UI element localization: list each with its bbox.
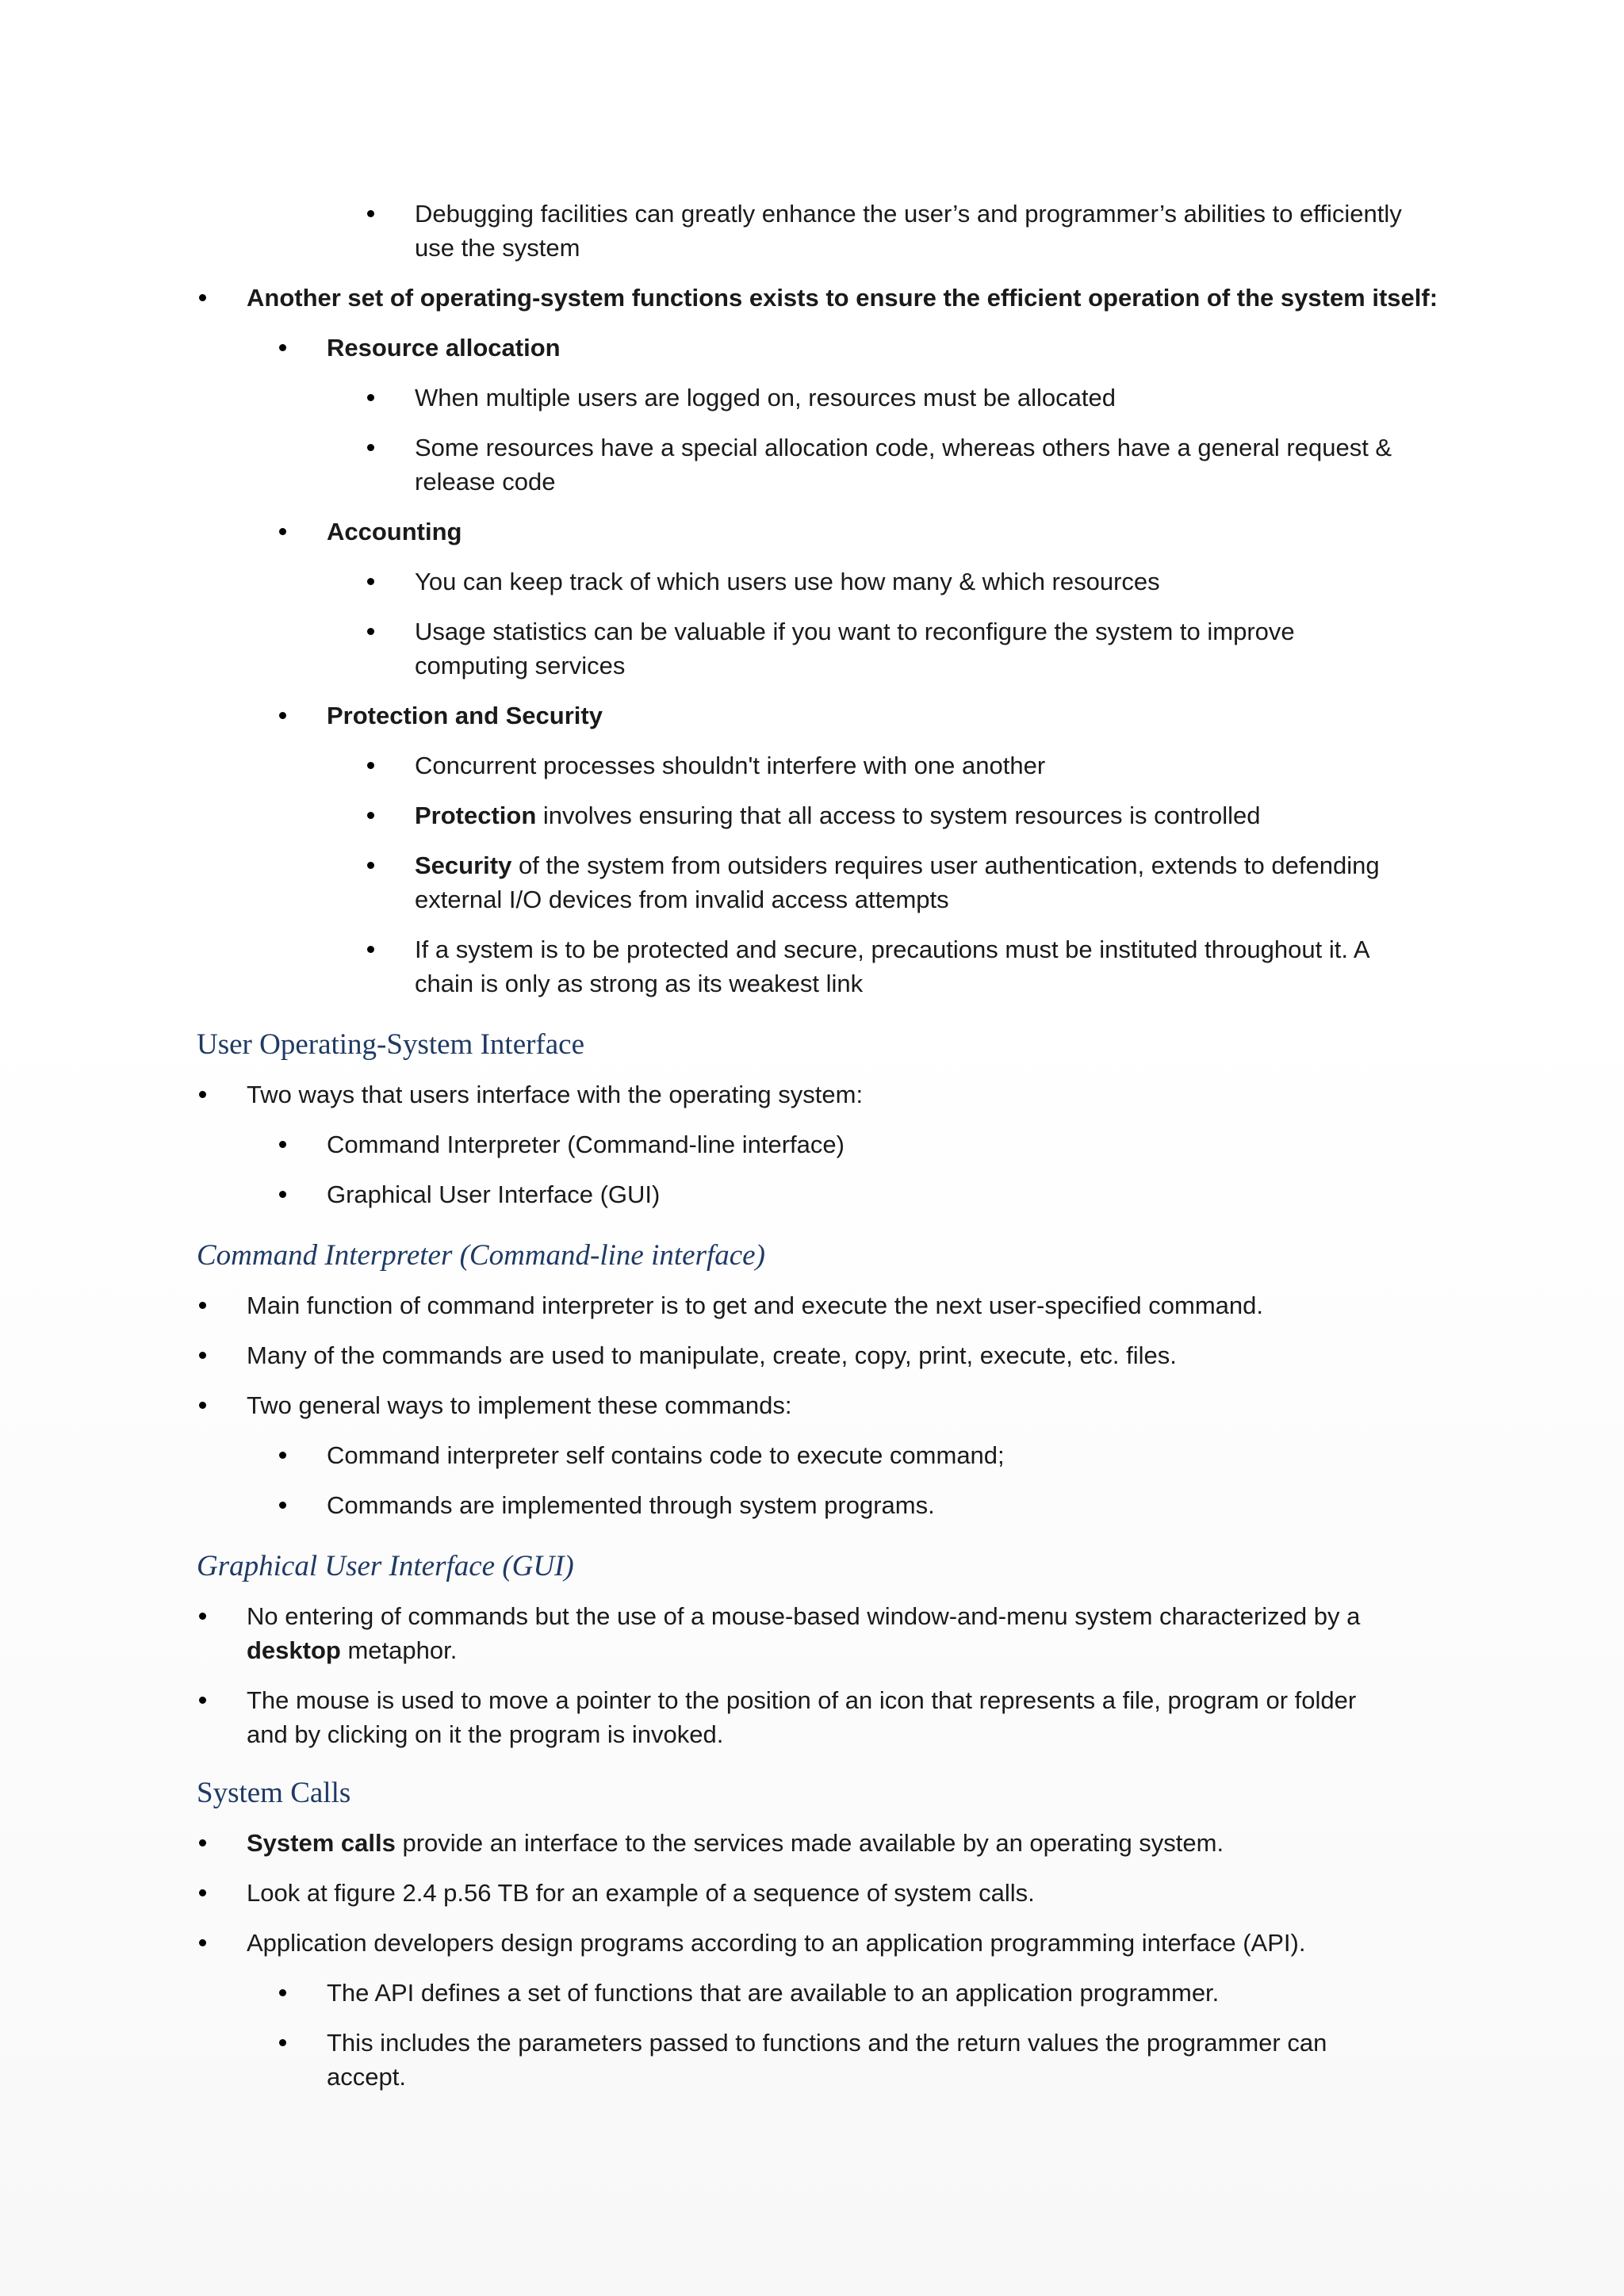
bullet	[199, 1302, 206, 1309]
list-item-text: Usage statistics can be valuable if you want to reconfigure the system to improve	[415, 618, 1295, 645]
subsection-heading: Graphical User Interface (GUI)	[197, 1550, 574, 1582]
bullet	[367, 812, 374, 819]
list-item-text: and by clicking on it the program is invoked.	[247, 1720, 724, 1748]
bullet	[199, 1939, 206, 1946]
bullet	[367, 628, 374, 635]
bullet	[367, 444, 374, 451]
subsection-heading: Command Interpreter (Command-line interface)	[197, 1239, 765, 1272]
bullet	[199, 1889, 206, 1896]
list-item-text-rest: involves ensuring that all access to system resources is controlled	[536, 802, 1261, 829]
list-item-text: The mouse is used to move a pointer to the position of an icon that represents a file, program or folder	[247, 1686, 1357, 1714]
list-item-text: When multiple users are logged on, resources must be allocated	[415, 384, 1116, 411]
list-item-text: Another set of operating-system functions exists to ensure the efficient operation of the system itself:	[247, 284, 1438, 312]
list-item-text	[247, 1634, 457, 1667]
list-item-text: Protection and Security	[327, 702, 603, 729]
list-item-text: release code	[415, 468, 556, 496]
list-item-text-rest: metaphor.	[340, 1636, 458, 1664]
list-item-text: Resource allocation	[327, 334, 561, 362]
bullet	[279, 2039, 286, 2046]
bullet	[199, 294, 206, 301]
list-item-text: Commands are implemented through system programs.	[327, 1491, 935, 1519]
list-item-text	[415, 799, 1260, 832]
list-item-text: Application developers design programs according to an application programming interface (API).	[247, 1929, 1306, 1957]
list-item-text	[247, 1827, 1224, 1860]
list-item-text: This includes the parameters passed to functions and the return values the programmer can	[327, 2029, 1327, 2057]
list-item-text	[415, 849, 1380, 882]
term-protection: Protection	[415, 802, 537, 829]
list-item-text: Main function of command interpreter is to get and execute the next user-specified command.	[247, 1292, 1264, 1319]
term-desktop: desktop	[247, 1636, 341, 1664]
list-item-text: You can keep track of which users use how many & which resources	[415, 568, 1160, 595]
bullet	[279, 1141, 286, 1148]
bullet	[367, 394, 374, 401]
bullet	[279, 1989, 286, 1996]
list-item-text: Two ways that users interface with the operating system:	[247, 1081, 864, 1108]
bullet	[279, 528, 286, 535]
list-item-text: computing services	[415, 652, 626, 679]
section-heading: System Calls	[197, 1777, 351, 1809]
list-item-text: If a system is to be protected and secure, precautions must be instituted throughout it. A	[415, 936, 1370, 963]
bullet	[279, 344, 286, 351]
list-item-text: Command interpreter self contains code to execute command;	[327, 1441, 1005, 1469]
bullet	[367, 578, 374, 585]
bullet	[199, 1402, 206, 1409]
list-item-text-rest: provide an interface to the services made available by an operating system.	[395, 1829, 1224, 1857]
bullet	[199, 1352, 206, 1359]
list-item-text: Accounting	[327, 518, 462, 545]
list-item-text: Command Interpreter (Command-line interface)	[327, 1131, 845, 1158]
term-system-calls: System calls	[247, 1829, 396, 1857]
bullet	[367, 210, 374, 217]
list-item-text: Some resources have a special allocation code, whereas others have a general request &	[415, 434, 1392, 461]
bullet	[367, 762, 374, 769]
bullet	[279, 1452, 286, 1459]
list-item-text: Concurrent processes shouldn't interfere with one another	[415, 752, 1046, 779]
bullet	[199, 1839, 206, 1846]
list-item-text: The API defines a set of functions that are available to an application programmer.	[327, 1979, 1220, 2007]
list-item-text-rest: of the system from outsiders requires user authentication, extends to defending	[511, 851, 1380, 879]
bullet	[199, 1697, 206, 1704]
section-heading: User Operating-System Interface	[197, 1028, 585, 1061]
bullet	[279, 1191, 286, 1198]
list-item-text: No entering of commands but the use of a mouse-based window-and-menu system characterized by a	[247, 1602, 1361, 1630]
list-item-text: Debugging facilities can greatly enhance the user’s and programmer’s abilities to efficiently	[415, 200, 1402, 228]
list-item-text: Look at figure 2.4 p.56 TB for an example of a sequence of system calls.	[247, 1879, 1035, 1907]
bullet	[367, 862, 374, 869]
list-item-text: external I/O devices from invalid access attempts	[415, 886, 949, 913]
term-security: Security	[415, 851, 512, 879]
list-item-text: Graphical User Interface (GUI)	[327, 1181, 661, 1208]
bullet	[367, 946, 374, 953]
bullet	[279, 712, 286, 719]
list-item-text: use the system	[415, 234, 580, 262]
list-item-text: Two general ways to implement these commands:	[247, 1391, 792, 1419]
list-item-text: Many of the commands are used to manipulate, create, copy, print, execute, etc. files.	[247, 1341, 1177, 1369]
bullet	[199, 1613, 206, 1620]
bullet	[199, 1091, 206, 1098]
list-item-text: accept.	[327, 2063, 406, 2091]
list-item-text: chain is only as strong as its weakest link	[415, 970, 864, 997]
bullet	[279, 1502, 286, 1509]
